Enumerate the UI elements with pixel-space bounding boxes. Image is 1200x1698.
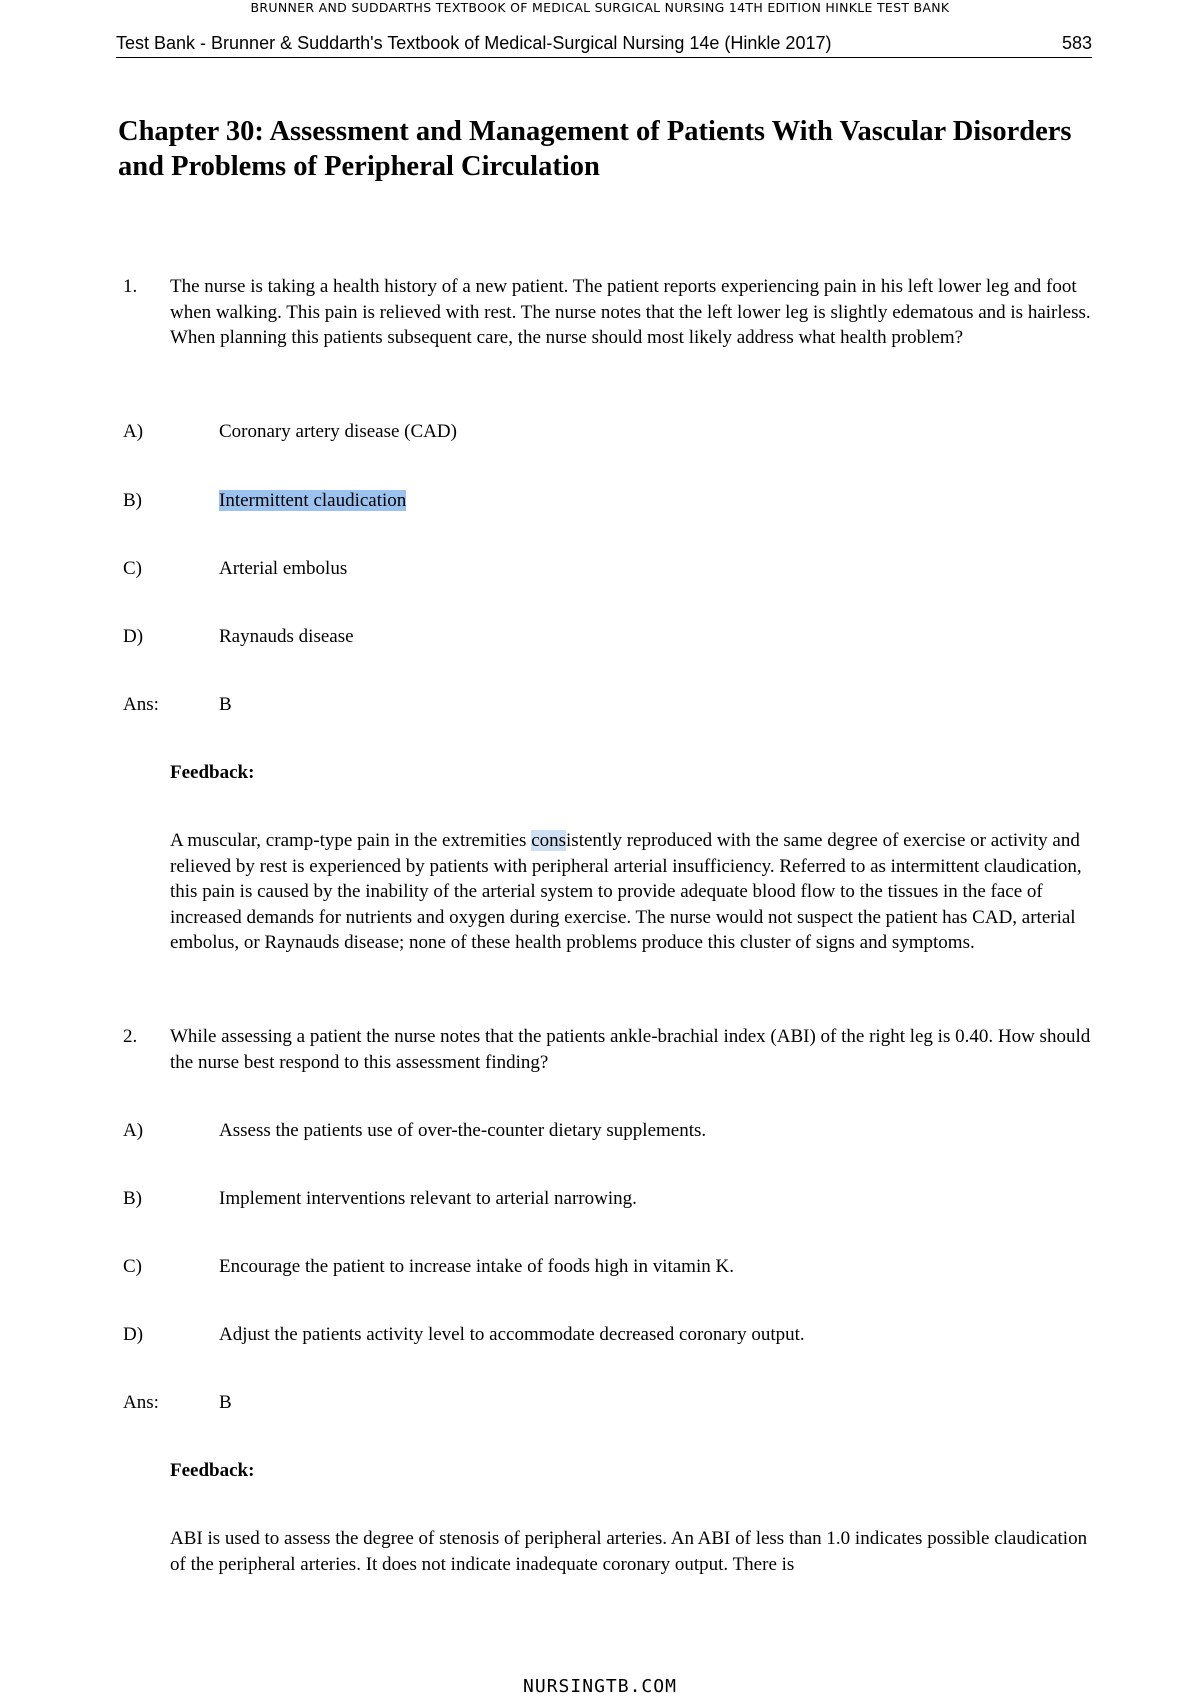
footer-watermark: NURSINGTB.COM (523, 1676, 677, 1697)
question-stem: While assessing a patient the nurse notes that the patients ankle-brachial index (ABI) of the right leg is 0.40. How should the nurse best respond to this assessment finding? (170, 1026, 1091, 1073)
option-text: Adjust the patients activity level to accommodate decreased coronary output. (219, 1324, 805, 1345)
option-text: Assess the patients use of over-the-counter dietary supplements. (219, 1120, 707, 1141)
option-letter: B) (123, 490, 142, 511)
chapter-title: Chapter 30: Assessment and Management of Patients With Vascular Disorders and Problems of Peripheral Circulation (118, 116, 1072, 182)
option-letter: D) (123, 1324, 144, 1345)
header-page-number: 583 (1061, 33, 1092, 53)
feedback-text: A muscular, cramp-type pain in the extremities consistently reproduced with the same degree of exercise or activity and relieved by rest is experienced by patients with peripheral arterial insufficiency. Referred to as intermittent claudication, this pain is caused by the inability of the arterial system to provide adequate blood flow to the tissues in the face of increased demands for nutrients and oxygen during exercise. The nurse would not suspect the patient has CAD, arterial embolus, or Raynauds disease; none of these health problems produce this cluster of signs and symptoms. (170, 830, 1082, 953)
option-text: Coronary artery disease (CAD) (219, 421, 457, 442)
answer-value: B (219, 1392, 232, 1413)
selection-highlight: cons (531, 830, 567, 851)
question-number: 1. (123, 276, 138, 297)
feedback-heading: Feedback: (170, 762, 255, 783)
option-letter: A) (123, 421, 144, 442)
option-letter: C) (123, 558, 142, 579)
option-text: Encourage the patient to increase intake of foods high in vitamin K. (219, 1256, 734, 1277)
option-letter: C) (123, 1256, 142, 1277)
feedback-heading: Feedback: (170, 1460, 255, 1481)
option-text: Arterial embolus (219, 558, 348, 579)
option-text: Implement interventions relevant to arterial narrowing. (219, 1188, 637, 1209)
header-title: Test Bank - Brunner & Suddarth's Textbook of Medical-Surgical Nursing 14e (Hinkle 2017) (116, 33, 832, 53)
option-text (219, 488, 406, 514)
option-text: Raynauds disease (219, 626, 354, 647)
running-header (116, 33, 1092, 58)
feedback-text: ABI is used to assess the degree of stenosis of peripheral arteries. An ABI of less than 1.0 indicates possible claudication of the peripheral arteries. It does not indicate inadequate coronary output. There is (170, 1528, 1088, 1575)
answer-value: B (219, 694, 232, 715)
selected-text-highlight: Intermittent claudication (219, 490, 407, 511)
option-letter: B) (123, 1188, 142, 1209)
question-number: 2. (123, 1026, 138, 1047)
option-letter: D) (123, 626, 144, 647)
question-stem: The nurse is taking a health history of a new patient. The patient reports experiencing pain in his left lower leg and foot when walking. This pain is relieved with rest. The nurse notes that the left lower leg is slightly edematous and is hairless. When planning this patients subsequent care, the nurse should most likely address what health problem? (170, 276, 1091, 348)
option-letter: A) (123, 1120, 144, 1141)
top-banner: BRUNNER AND SUDDARTHS TEXTBOOK OF MEDICAL SURGICAL NURSING 14TH EDITION HINKLE TEST BANK (250, 0, 950, 15)
answer-label: Ans: (123, 694, 159, 715)
answer-label: Ans: (123, 1392, 159, 1413)
